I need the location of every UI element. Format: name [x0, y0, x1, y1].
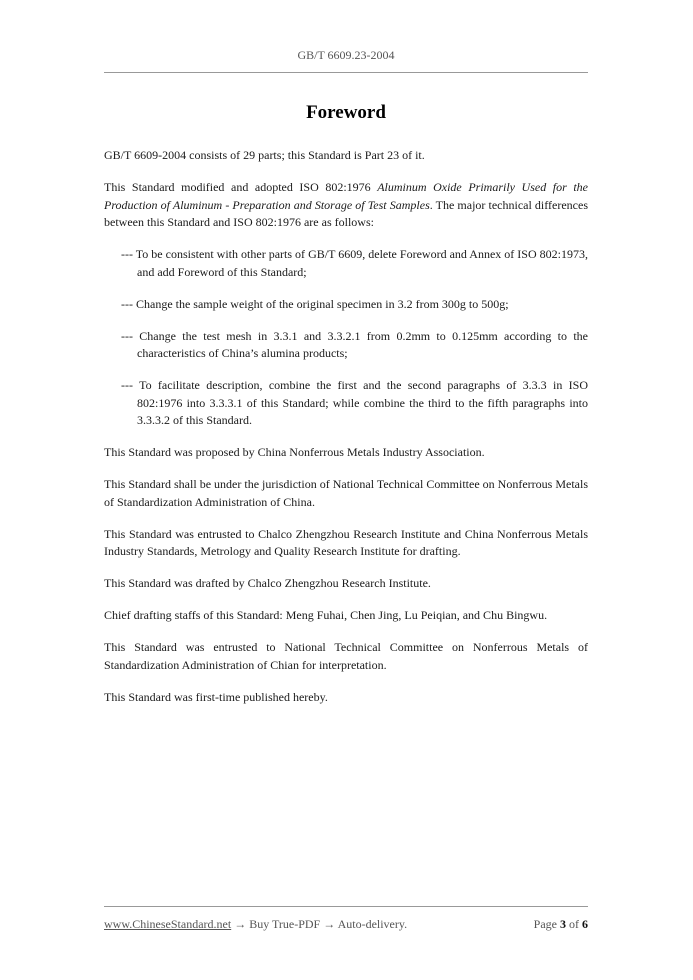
page-label: Page — [533, 917, 560, 931]
footer-promo — [104, 917, 407, 932]
current-page: 3 — [560, 917, 566, 931]
paragraph-drafted-by: This Standard was drafted by Chalco Zhengzhou Research Institute. — [104, 576, 431, 590]
difference-item: --- To facilitate description, combine the first and the second paragraphs of 3.3.3 in ISO 802:1976 into 3.3.3.1 of this Standard; while combine the third to the fifth paragraphs into 3.3.3.2 of this Standard. — [121, 378, 588, 427]
page-of: of — [566, 917, 582, 931]
paragraph-adoption — [104, 179, 588, 232]
footer-tagline: → Buy True-PDF → Auto-delivery. — [231, 917, 408, 931]
paragraph-interpretation: This Standard was entrusted to National Technical Committee on Nonferrous Metals of Standardization Administration of Chian for interpretation. — [104, 640, 588, 672]
page-number — [534, 917, 588, 932]
paragraph-first-published: This Standard was first-time published hereby. — [104, 689, 328, 704]
difference-item: --- Change the sample weight of the original specimen in 3.2 from 300g to 500g; — [121, 296, 509, 311]
total-pages: 6 — [582, 917, 588, 931]
paragraph-drafting-staff: Chief drafting staffs of this Standard: Meng Fuhai, Chen Jing, Lu Peiqian, and Chu Bingwu. — [104, 608, 548, 622]
header-divider — [104, 72, 588, 73]
difference-item: --- Change the test mesh in 3.3.1 and 3.3.2.1 from 0.2mm to 0.125mm according to the characteristics of China’s alumina products; — [121, 328, 588, 360]
adoption-text-start: This Standard modified and adopted ISO 802:1976 — [104, 180, 378, 194]
paragraph-proposed: This Standard was proposed by China Nonferrous Metals Industry Association. — [104, 445, 485, 459]
paragraph-parts: GB/T 6609-2004 consists of 29 parts; this Standard is Part 23 of it. — [104, 148, 425, 162]
website-link[interactable]: www.ChineseStandard.net — [104, 917, 232, 931]
adoption-text-end: . The major technical differences between this Standard and ISO 802:1976 are as follows: — [104, 197, 588, 229]
iso-title: Aluminum Oxide Primarily Used for the Production of Aluminum - Preparation and Storage of Test Samples — [104, 180, 588, 212]
page-title: Foreword — [306, 102, 386, 123]
paragraph-jurisdiction: This Standard shall be under the jurisdiction of National Technical Committee on Nonferrous Metals of Standardization Administration of China. — [104, 477, 588, 509]
footer-divider — [104, 906, 588, 907]
foreword-body — [104, 147, 588, 721]
paragraph-entrusted-drafting: This Standard was entrusted to Chalco Zhengzhou Research Institute and China Nonferrous Metals Industry Standards, Metrology and Quality Research Institute for drafting. — [104, 526, 588, 558]
difference-item: --- To be consistent with other parts of GB/T 6609, delete Foreword and Annex of ISO 802:1973, and add Foreword of this Standard; — [121, 247, 588, 279]
document-code-header: GB/T 6609.23-2004 — [297, 48, 395, 62]
